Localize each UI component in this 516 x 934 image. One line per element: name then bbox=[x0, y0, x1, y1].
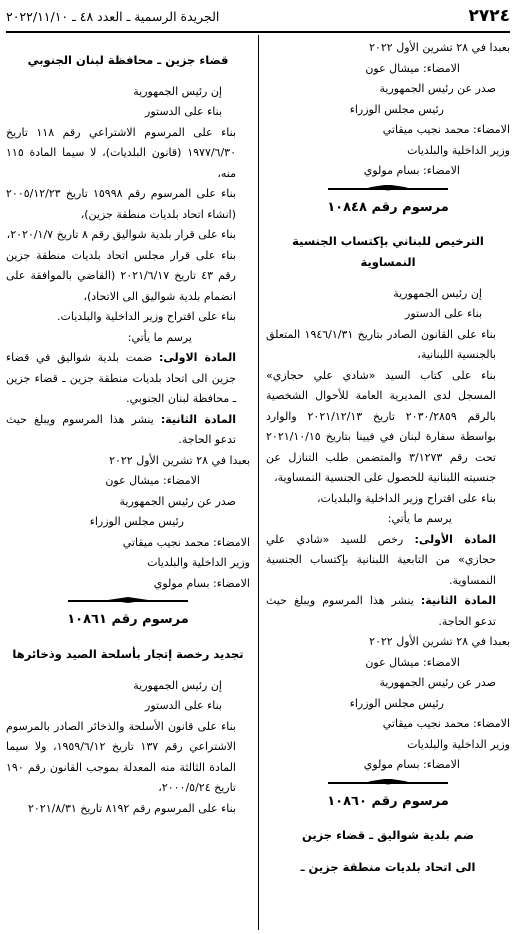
column-divider bbox=[258, 35, 259, 930]
issued-by-line: صدر عن رئيس الجمهورية bbox=[379, 676, 496, 689]
paragraph: يرسم ما يأتي: bbox=[127, 330, 192, 344]
decree-title: تجديد رخصة إتجار بأسلحة الصيد وذخائرها bbox=[12, 646, 244, 661]
paragraph: بناء على القانون الصادر بتاريخ ١٩٤٦/١/٣١ المتعلق بالجنسية اللبنانية، bbox=[266, 327, 496, 361]
president-signature: الامضاء: ميشال عون bbox=[105, 474, 200, 487]
article-label: المادة الاولى: bbox=[158, 351, 236, 364]
article-text: ينشر هذا المرسوم ويبلغ حيث تدعو الحاجة. bbox=[6, 412, 236, 446]
article-text: ينشر هذا المرسوم ويبلغ حيث تدعو الحاجة. bbox=[266, 594, 496, 628]
date-line: بعبدا في ٢٨ تشرين الأول ٢٠٢٢ bbox=[369, 635, 510, 648]
article-2 bbox=[266, 591, 510, 632]
pm-title: رئيس مجلس الوزراء bbox=[349, 102, 444, 116]
paragraph: بناء على قرار بلدية شواليق رقم ٨ تاريخ ٢٠٢٠/١/٧، bbox=[6, 228, 236, 241]
pm-signature: الامضاء: محمد نجيب ميقاتي bbox=[382, 717, 510, 730]
decree-title-line: الى اتحاد بلديات منطقة جزين ـ bbox=[300, 860, 476, 874]
date-line: بعبدا في ٢٨ تشرين الأول ٢٠٢٢ bbox=[109, 453, 250, 467]
issued-by-line: صدر عن رئيس الجمهورية bbox=[119, 494, 236, 508]
decree-title-line: ضم بلدية شواليق ـ قضاء جزين bbox=[301, 828, 475, 842]
pm-signature: الامضاء: محمد نجيب ميقاتي bbox=[122, 535, 250, 549]
left-column bbox=[6, 38, 250, 819]
decree-title: الترخيص للبناني بإكتساب الجنسية النمساوية bbox=[292, 234, 484, 269]
decree-number: مرسوم رقم ١٠٨٤٨ bbox=[327, 199, 449, 215]
minister-title: وزير الداخلية والبلديات bbox=[407, 143, 510, 157]
paragraph: إن رئيس الجمهورية bbox=[133, 84, 222, 98]
paragraph: بناء على اقتراح وزير الداخلية والبلديات، bbox=[316, 491, 496, 505]
section-separator bbox=[266, 776, 510, 790]
paragraph: بناء على المرسوم رقم ٨١٩٢ تاريخ ٢٠٢١/٨/٣١ bbox=[27, 801, 236, 815]
minister-signature: الامضاء: بسام مولوي bbox=[363, 758, 460, 771]
header-rule bbox=[6, 31, 510, 33]
page-header bbox=[6, 6, 510, 30]
article-label: المادة الثانية: bbox=[160, 412, 236, 426]
article-1 bbox=[6, 348, 250, 410]
paragraph: بناء على المرسوم الاشتراعي رقم ١١٨ تاريخ ١٩٧٧/٦/٣٠ (قانون البلديات)، لا سيما المادة ١١٥ منه، bbox=[6, 125, 237, 180]
paragraph: بناء على قانون الأسلحة والذخائر الصادر بالمرسوم الاشتراعي رقم ١٣٧ تاريخ ١٩٥٩/٦/١٢، ولا سيما المادة الثالثة منه المعدلة بموجب القانون رقم ١٩٠ تاريخ ٢٠٠٠/٥/٢٤، bbox=[6, 719, 236, 794]
pm-title: رئيس مجلس الوزراء bbox=[89, 515, 184, 528]
paragraph: يرسم ما يأتي: bbox=[387, 512, 452, 525]
president-signature: الامضاء: ميشال عون bbox=[365, 655, 460, 669]
issued-by-line: صدر عن رئيس الجمهورية bbox=[379, 82, 496, 95]
article-1 bbox=[266, 530, 510, 592]
section-separator bbox=[266, 182, 510, 196]
paragraph: بناء على الدستور bbox=[145, 699, 222, 712]
president-signature: الامضاء: ميشال عون bbox=[365, 61, 460, 75]
pm-signature: الامضاء: محمد نجيب ميقاتي bbox=[382, 123, 510, 136]
decree-number: مرسوم رقم ١٠٨٦١ bbox=[67, 612, 189, 627]
running-title: الجريدة الرسمية ـ العدد ٤٨ ـ ٢٠٢٢/١١/١٠ bbox=[6, 9, 220, 24]
minister-title: وزير الداخلية والبلديات bbox=[147, 556, 250, 569]
section-separator bbox=[6, 594, 250, 608]
paragraph: إن رئيس الجمهورية bbox=[133, 678, 222, 692]
article-label: المادة الأولى: bbox=[414, 532, 496, 546]
paragraph: بناء على كتاب السيد «شادي علي حجازي» المسجل لدى المديرية العامة للأحوال الشخصية بالرقم ٢٠٣٠/٢٨٥٩ تاريخ ٢٠٢١/١٢/١٣ والوارد بواسطة سفارة لبنان في فيينا بتاريخ ٢٠٢١/١٠/١٥ تحت رقم ٣/١٢٧٣ والمتضمن طلب التنازل عن جنسيته اللبنانية للحصول على الجنسية النمساوية، bbox=[266, 368, 496, 484]
page-number: ٢٧٢٤ bbox=[468, 6, 510, 26]
article-text: ضمت بلدية شواليق في قضاء جزين الى اتحاد بلديات منطقة جزين ـ قضاء جزين ـ محافظة لبنان الجنوبي. bbox=[6, 351, 236, 405]
paragraph: بناء على اقتراح وزير الداخلية والبلديات. bbox=[57, 310, 236, 323]
minister-signature: الامضاء: بسام مولوي bbox=[363, 164, 460, 177]
minister-title: وزير الداخلية والبلديات bbox=[407, 737, 510, 751]
article-2 bbox=[6, 410, 250, 451]
paragraph: بناء على الدستور bbox=[405, 307, 482, 320]
right-column bbox=[266, 38, 510, 889]
decree-number: مرسوم رقم ١٠٨٦٠ bbox=[327, 793, 449, 809]
article-text: رخص للسيد «شادي علي حجازي» من التابعية اللبنانية بإكتساب الجنسية النمساوية. bbox=[266, 532, 496, 587]
pm-title: رئيس مجلس الوزراء bbox=[349, 696, 444, 710]
paragraph: بناء على المرسوم رقم ١٥٩٩٨ تاريخ ٢٠٠٥/١٢/٢٣ (انشاء اتحاد بلديات منطقة جزين)، bbox=[6, 187, 236, 221]
paragraph: بناء على الدستور bbox=[145, 105, 222, 118]
paragraph: بناء على قرار مجلس اتحاد بلديات منطقة جزين رقم ٤٣ تاريخ ٢٠٢١/٦/١٧ (القاضي بالموافقة على انضمام بلدية شواليق الى الاتحاد)، bbox=[6, 248, 236, 303]
paragraph: إن رئيس الجمهورية bbox=[393, 286, 482, 300]
article-label: المادة الثانية: bbox=[420, 594, 496, 607]
date-line: بعبدا في ٢٨ تشرين الأول ٢٠٢٢ bbox=[369, 41, 510, 54]
decree-title-continued: قضاء جزين ـ محافظة لبنان الجنوبي bbox=[27, 52, 229, 67]
minister-signature: الامضاء: بسام مولوي bbox=[153, 576, 250, 590]
